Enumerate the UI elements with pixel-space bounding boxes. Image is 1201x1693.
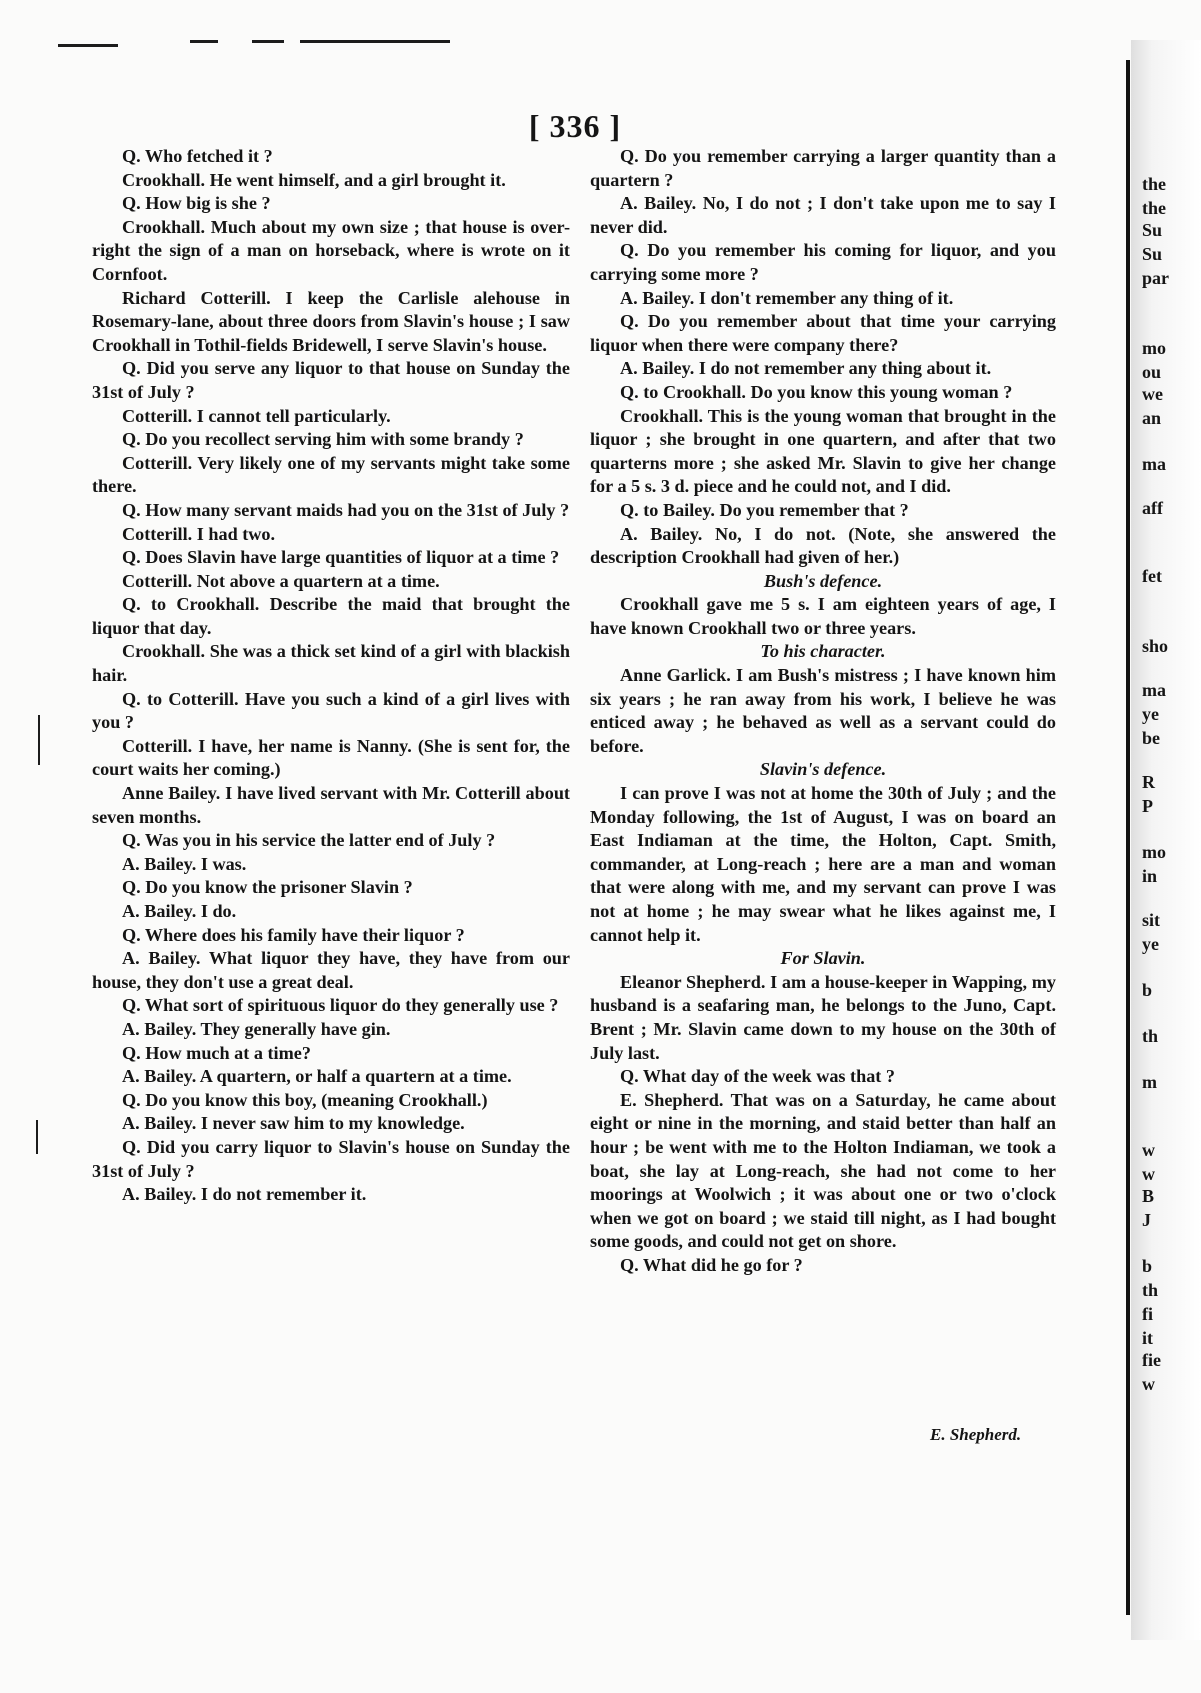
- right-column: [590, 145, 1056, 1278]
- section-heading: To his character.: [760, 641, 886, 662]
- testimony-paragraph: Q. Do you remember carrying a larger quantity than a quartern ?: [590, 146, 1056, 190]
- testimony-paragraph: A. Bailey. A quartern, or half a quartern at a time.: [122, 1066, 512, 1087]
- facing-page-fragment: sho: [1142, 636, 1169, 656]
- facing-page-fragment: ma: [1142, 680, 1166, 700]
- section-heading: Bush's defence.: [763, 570, 883, 591]
- testimony-paragraph: A. Bailey. I do not remember any thing about it.: [620, 358, 992, 379]
- testimony-paragraph: Q. What did he go for ?: [620, 1254, 803, 1275]
- testimony-paragraph: Q. Do you know the prisoner Slavin ?: [122, 877, 413, 898]
- facing-page-fragment: the: [1142, 174, 1166, 194]
- facing-page-fragment: it: [1142, 1328, 1153, 1348]
- testimony-paragraph: I can prove I was not at home the 30th of July ; and the Monday following, the 1st of August, I was on board an East Indiaman at the time, the Holton, Capt. Smith, commander, at Long-reach ; here are a man and woman that were along with me, and my servant can prove I was not at home ; he may swear what he likes against me, I cannot help it.: [590, 783, 1056, 945]
- top-edge-mark: [190, 40, 218, 43]
- testimony-paragraph: Q. Who fetched it ?: [122, 146, 273, 166]
- testimony-paragraph: Q. How much at a time?: [122, 1042, 311, 1063]
- testimony-paragraph: Cotterill. Not above a quartern at a time.: [122, 570, 440, 591]
- facing-page-fragment: aff: [1142, 498, 1163, 518]
- testimony-paragraph: E. Shepherd. That was on a Saturday, he came about eight or nine in the morning, and staid better than half an hour ; be went with me to the Holton Indiaman, we took a boat, she lay at Long-reach, she had not come to her moorings at Woolwich ; it was about one or two o'clock when we got on board ; we staid till night, as I had bought some goods, and could not get on shore.: [590, 1089, 1056, 1252]
- testimony-paragraph: Q. Do you remember about that time your carrying liquor when there were company there?: [590, 311, 1056, 355]
- testimony-paragraph: Q. Was you in his service the latter end of July ?: [122, 830, 496, 851]
- testimony-paragraph: Richard Cotterill. I keep the Carlisle alehouse in Rosemary-lane, about three doors from Slavin's house ; I saw Crookhall in Tothil-fields Bridewell, I serve Slavin's house.: [92, 287, 570, 355]
- facing-page-fragment: w: [1142, 1374, 1155, 1394]
- facing-page-fragment: P: [1142, 796, 1153, 816]
- testimony-paragraph: A. Bailey. I never saw him to my knowledge.: [122, 1113, 465, 1134]
- section-heading: For Slavin.: [780, 948, 866, 969]
- facing-page-fragment: ye: [1142, 704, 1159, 724]
- testimony-paragraph: Q. Do you know this boy, (meaning Crookhall.): [122, 1089, 488, 1110]
- section-heading: Slavin's defence.: [759, 759, 887, 780]
- testimony-paragraph: Eleanor Shepherd. I am a house-keeper in Wapping, my husband is a seafaring man, he belongs to the Juno, Capt. Brent ; Mr. Slavin came down to my house on the 30th of July last.: [590, 971, 1056, 1063]
- facing-page-fragment: B: [1142, 1186, 1155, 1206]
- testimony-paragraph: A. Bailey. I do not remember it.: [122, 1184, 367, 1205]
- facing-page-fragment: Su: [1142, 220, 1163, 240]
- testimony-paragraph: Crookhall. He went himself, and a girl brought it.: [122, 169, 506, 190]
- facing-page-fragment: th: [1142, 1280, 1159, 1300]
- testimony-paragraph: A. Bailey. I was.: [122, 853, 247, 874]
- facing-page-fragment: ma: [1142, 454, 1166, 474]
- testimony-paragraph: Q. Do you recollect serving him with some brandy ?: [122, 429, 524, 450]
- testimony-paragraph: A. Bailey. They generally have gin.: [122, 1018, 391, 1039]
- testimony-paragraph: Cotterill. I had two.: [122, 523, 276, 544]
- facing-page-fragment: b: [1142, 1256, 1153, 1276]
- facing-page-fragment: J: [1142, 1210, 1151, 1230]
- testimony-paragraph: Crookhall. This is the young woman that brought in the liquor ; she brought in one quartern, and after that two quarterns more ; she asked Mr. Slavin to give her change for a 5 s. 3 d. piece and he could not, and I did.: [590, 405, 1056, 497]
- testimony-paragraph: Q. Where does his family have their liquor ?: [122, 924, 465, 945]
- facing-page-fragment: an: [1142, 408, 1162, 428]
- facing-page-fragment: fet: [1142, 566, 1162, 586]
- testimony-paragraph: Q. Does Slavin have large quantities of liquor at a time ?: [122, 547, 560, 568]
- testimony-paragraph: Crookhall. She was a thick set kind of a girl with blackish hair.: [92, 641, 570, 686]
- facing-page-fragment: the: [1142, 198, 1166, 218]
- testimony-paragraph: Anne Bailey. I have lived servant with Mr. Cotterill about seven months.: [92, 783, 570, 827]
- testimony-paragraph: A. Bailey. No, I do not ; I don't take upon me to say I never did.: [590, 193, 1056, 237]
- page-number: [ 336 ]: [528, 108, 622, 144]
- testimony-paragraph: Crookhall. Much about my own size ; that house is over-right the sign of a man on horseback, where is wrote on it Cornfoot.: [92, 216, 570, 284]
- facing-page-fragment: fi: [1142, 1304, 1153, 1324]
- facing-page-fragment: Su: [1142, 244, 1163, 264]
- facing-page-fragment: in: [1142, 866, 1158, 886]
- testimony-paragraph: Q. to Bailey. Do you remember that ?: [620, 499, 909, 520]
- testimony-paragraph: Q. to Crookhall. Describe the maid that brought the liquor that day.: [92, 594, 570, 638]
- facing-page-fragment: b: [1142, 980, 1153, 1000]
- testimony-paragraph: A. Bailey. What liquor they have, they have from our house, they don't use a great deal.: [92, 948, 570, 992]
- testimony-paragraph: Q. What day of the week was that ?: [620, 1066, 896, 1087]
- testimony-paragraph: Q. Did you carry liquor to Slavin's house on Sunday the 31st of July ?: [92, 1136, 570, 1181]
- testimony-paragraph: Cotterill. I cannot tell particularly.: [122, 405, 391, 426]
- left-edge-mark: [38, 715, 40, 765]
- facing-page-fragment: mo: [1142, 842, 1166, 862]
- left-edge-mark: [36, 1120, 38, 1154]
- testimony-paragraph: Crookhall gave me 5 s. I am eighteen years of age, I have known Crookhall two or three years.: [590, 594, 1056, 638]
- catchword: E. Shepherd.: [930, 1425, 1022, 1444]
- facing-page-fragment: fie: [1142, 1350, 1161, 1370]
- testimony-paragraph: A. Bailey. I do.: [122, 901, 237, 921]
- testimony-paragraph: Q. Did you serve any liquor to that house on Sunday the 31st of July ?: [92, 358, 570, 402]
- left-column: [92, 145, 570, 1207]
- facing-page-fragment: mo: [1142, 338, 1166, 358]
- facing-page-fragment: w: [1142, 1164, 1155, 1184]
- testimony-paragraph: Q. to Crookhall. Do you know this young woman ?: [620, 381, 1013, 402]
- facing-page-fragment: par: [1142, 268, 1169, 288]
- facing-page-fragment: m: [1142, 1072, 1157, 1092]
- facing-page-fragment: we: [1142, 384, 1163, 404]
- facing-page-fragment: R: [1142, 772, 1155, 792]
- testimony-paragraph: Cotterill. Very likely one of my servants might take some there.: [92, 452, 570, 497]
- facing-page-fragment: th: [1142, 1026, 1159, 1046]
- testimony-paragraph: Q. What sort of spirituous liquor do they generally use ?: [122, 995, 559, 1016]
- testimony-paragraph: Q. How big is she ?: [122, 193, 271, 214]
- facing-page-fragment: be: [1142, 728, 1160, 748]
- testimony-paragraph: Q. Do you remember his coming for liquor, and you carrying some more ?: [590, 240, 1056, 284]
- testimony-paragraph: A. Bailey. I don't remember any thing of it.: [620, 287, 954, 308]
- testimony-paragraph: Q. to Cotterill. Have you such a kind of a girl lives with you ?: [92, 688, 570, 733]
- testimony-paragraph: A. Bailey. No, I do not. (Note, she answered the description Crookhall had given of her.): [590, 523, 1056, 568]
- facing-page-fragment: w: [1142, 1140, 1155, 1160]
- top-edge-mark: [252, 40, 284, 43]
- testimony-paragraph: Anne Garlick. I am Bush's mistress ; I have known him six years ; he ran away from his work, I believe he was enticed away ; he behaved as well as a servant could do before.: [590, 665, 1056, 756]
- facing-page-fragment: ou: [1142, 362, 1162, 382]
- top-edge-mark: [58, 44, 118, 47]
- testimony-paragraph: Q. How many servant maids had you on the 31st of July ?: [122, 499, 570, 520]
- facing-page-fragment: ye: [1142, 934, 1159, 954]
- binding-edge: [1126, 60, 1130, 1615]
- facing-page-fragment: sit: [1142, 910, 1160, 930]
- top-edge-mark: [300, 40, 450, 43]
- testimony-paragraph: Cotterill. I have, her name is Nanny. (She is sent for, the court waits her coming.): [92, 735, 570, 780]
